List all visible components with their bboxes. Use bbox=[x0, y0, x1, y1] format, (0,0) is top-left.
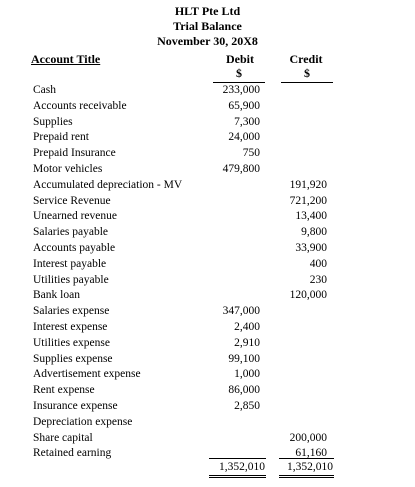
credit-header: Credit bbox=[289, 52, 323, 66]
credit-amount: 120,000 bbox=[289, 289, 327, 302]
table-row bbox=[0, 288, 415, 304]
account-name: Prepaid rent bbox=[33, 131, 89, 144]
account-name: Prepaid Insurance bbox=[33, 147, 116, 160]
account-name: Unearned revenue bbox=[33, 210, 117, 223]
debit-amount: 233,000 bbox=[222, 84, 260, 96]
debit-amount: 24,000 bbox=[228, 131, 260, 144]
report-header bbox=[0, 4, 415, 49]
debit-header: Debit bbox=[226, 52, 254, 66]
account-name: Utilities expense bbox=[33, 336, 110, 349]
account-name: Service Revenue bbox=[33, 194, 111, 207]
account-name: Interest expense bbox=[33, 320, 108, 333]
account-name: Rent expense bbox=[33, 384, 95, 397]
table-row bbox=[0, 146, 415, 162]
totals-row bbox=[0, 458, 415, 476]
debit-amount: 750 bbox=[242, 147, 260, 160]
account-name: Bank loan bbox=[33, 289, 80, 302]
credit-amount: 33,900 bbox=[295, 241, 327, 254]
table-row bbox=[0, 178, 415, 194]
debit-amount: 2,400 bbox=[234, 320, 260, 333]
account-name: Accounts receivable bbox=[33, 99, 127, 112]
credit-currency-symbol: $ bbox=[281, 66, 333, 83]
account-name: Accumulated depreciation - MV bbox=[33, 178, 183, 191]
account-name: Cash bbox=[33, 84, 56, 96]
table-row bbox=[0, 431, 415, 447]
table-row bbox=[0, 383, 415, 399]
account-name: Salaries expense bbox=[33, 305, 110, 318]
account-name: Accounts payable bbox=[33, 241, 116, 254]
credit-amount: 61,160 bbox=[295, 447, 327, 460]
trial-balance-rows bbox=[0, 83, 415, 462]
account-name: Depreciation expense bbox=[33, 415, 133, 428]
account-name: Salaries payable bbox=[33, 226, 109, 239]
account-name: Retained earning bbox=[33, 447, 112, 460]
table-row bbox=[0, 399, 415, 415]
table-row bbox=[0, 320, 415, 336]
account-name: Interest payable bbox=[33, 257, 107, 270]
credit-amount: 9,800 bbox=[301, 226, 327, 239]
account-name: Share capital bbox=[33, 431, 93, 444]
report-title: Trial Balance bbox=[173, 19, 242, 33]
table-row bbox=[0, 99, 415, 115]
table-row bbox=[0, 304, 415, 320]
credit-amount: 200,000 bbox=[289, 431, 327, 444]
table-row bbox=[0, 225, 415, 241]
debit-amount: 479,800 bbox=[222, 162, 260, 175]
table-row bbox=[0, 415, 415, 431]
table-row bbox=[0, 352, 415, 368]
debit-amount: 65,900 bbox=[228, 99, 260, 112]
table-row bbox=[0, 194, 415, 210]
debit-amount: 1,000 bbox=[234, 368, 260, 381]
table-row bbox=[0, 336, 415, 352]
credit-amount: 721,200 bbox=[289, 194, 327, 207]
credit-amount: 13,400 bbox=[295, 210, 327, 223]
account-name: Insurance expense bbox=[33, 399, 118, 412]
table-row bbox=[0, 367, 415, 383]
account-name: Motor vehicles bbox=[33, 162, 103, 175]
table-row bbox=[0, 273, 415, 289]
debit-amount: 7,300 bbox=[234, 115, 260, 128]
report-date: November 30, 20X8 bbox=[157, 34, 258, 48]
account-name: Advertisement expense bbox=[33, 368, 141, 381]
table-row bbox=[0, 83, 415, 99]
debit-amount: 99,100 bbox=[228, 352, 260, 365]
table-row bbox=[0, 257, 415, 273]
credit-amount: 191,920 bbox=[289, 178, 327, 191]
table-row bbox=[0, 241, 415, 257]
credit-total: 1,352,010 bbox=[279, 458, 334, 478]
credit-amount: 400 bbox=[309, 257, 327, 270]
account-name: Supplies expense bbox=[33, 352, 113, 365]
account-name: Utilities payable bbox=[33, 273, 109, 286]
debit-amount: 86,000 bbox=[228, 384, 260, 397]
debit-amount: 2,910 bbox=[234, 336, 260, 349]
credit-amount: 230 bbox=[309, 273, 327, 286]
table-row bbox=[0, 209, 415, 225]
table-row bbox=[0, 162, 415, 178]
company-name: HLT Pte Ltd bbox=[174, 4, 241, 18]
table-row bbox=[0, 130, 415, 146]
debit-amount: 347,000 bbox=[222, 305, 260, 318]
account-title-header: Account Title bbox=[31, 52, 101, 66]
account-name: Supplies bbox=[33, 115, 73, 128]
table-row bbox=[0, 115, 415, 131]
debit-amount: 2,850 bbox=[234, 399, 260, 412]
debit-total: 1,352,010 bbox=[209, 458, 266, 478]
debit-currency-symbol: $ bbox=[213, 66, 265, 83]
